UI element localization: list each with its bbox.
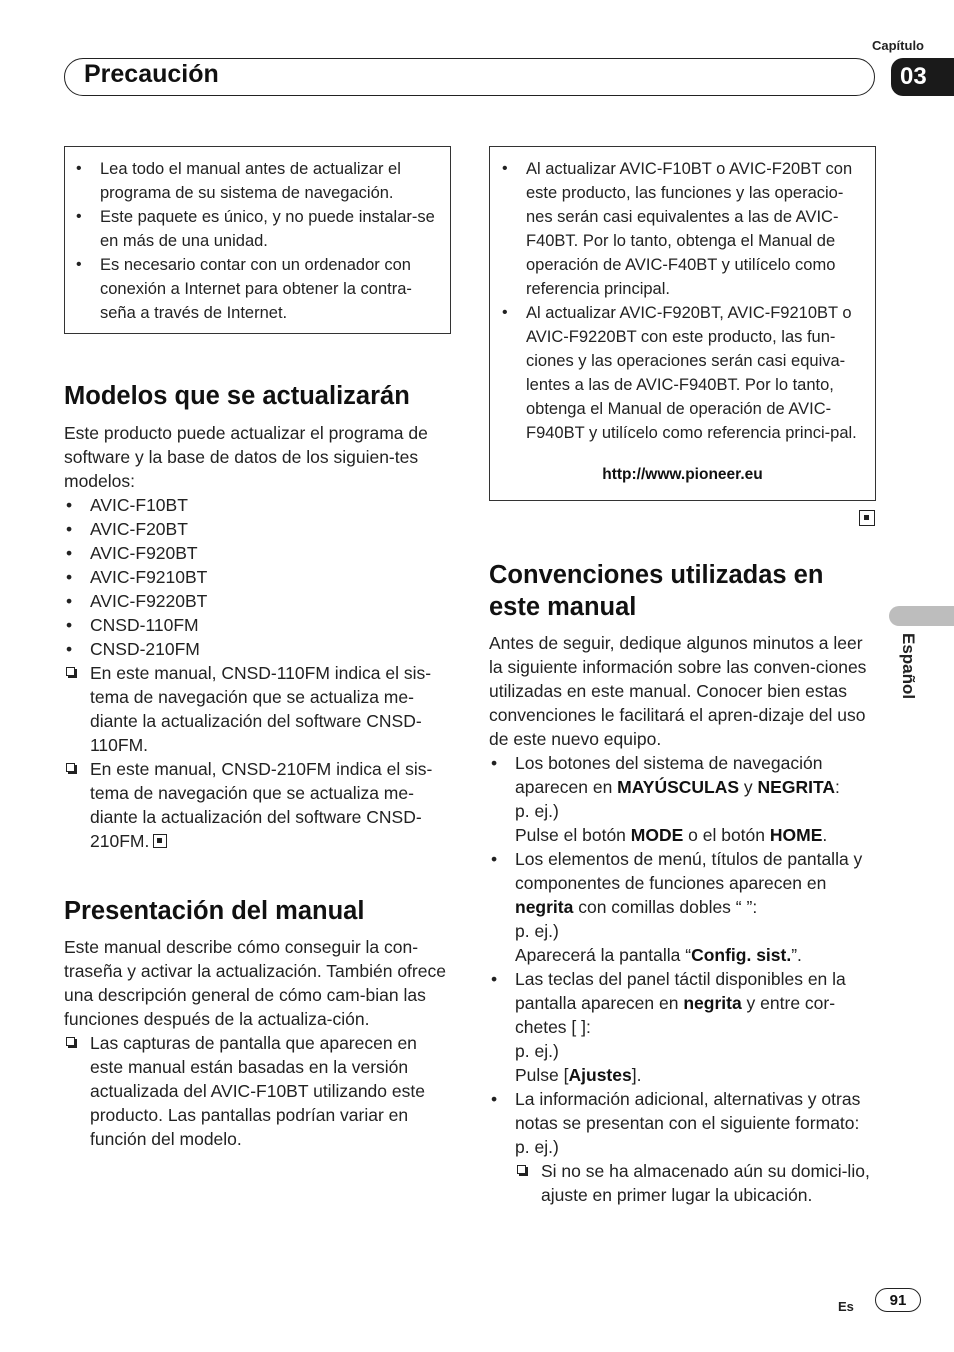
- convention-text: y: [739, 777, 758, 797]
- convention-text: con comillas dobles “ ”:: [573, 897, 758, 917]
- example-text: ].: [631, 1065, 642, 1085]
- convention-bold: negrita: [683, 993, 742, 1013]
- example-bold: Config. sist.: [691, 945, 792, 965]
- convention-text: Los botones del sistema de navegación aparecen en: [515, 753, 823, 797]
- model-item: • AVIC-F20BT: [64, 517, 454, 541]
- convention-text: Los elementos de menú, títulos de pantalla y componentes de funciones aparecen en: [515, 849, 863, 893]
- convention-bold: NEGRITA: [757, 777, 835, 797]
- convention-text: Las teclas del panel táctil disponibles en la pantalla aparecen en: [515, 969, 846, 1013]
- model-item: • AVIC-F9210BT: [64, 565, 454, 589]
- convention-bold: negrita: [515, 897, 574, 917]
- caution-item: • Al actualizar AVIC-F920BT, AVIC-F9210BT o AVIC-F9220BT con este producto, las fun-ciones y las operaciones serán casi equiva-lentes a las de AVIC-F940BT. Por lo tanto, obtenga el Manual de operación de AVIC-F940BT y utilícelo como referencia princi-pal.: [526, 301, 866, 445]
- language-tab-label: Español: [899, 633, 918, 700]
- model-item: • AVIC-F9220BT: [64, 589, 454, 613]
- convention-text: :: [834, 777, 840, 797]
- convention-item: [489, 751, 881, 847]
- convention-item: [489, 847, 881, 967]
- example-label: p. ej.): [515, 801, 559, 821]
- conventions-section: [489, 631, 881, 1207]
- example-bold: MODE: [630, 825, 684, 845]
- model-item: • CNSD-210FM: [64, 637, 454, 661]
- convention-item: [489, 1087, 881, 1207]
- page-number: 91: [875, 1288, 921, 1312]
- models-intro: Este producto puede actualizar el programa de software y la base de datos de los siguien-tes modelos:: [64, 423, 428, 491]
- presentation-section: [64, 935, 454, 1151]
- note-item: Las capturas de pantalla que aparecen en este manual están basadas en la versión actualizada del AVIC-F10BT utilizando este producto. Las pantallas podrían variar en función del modelo.: [64, 1031, 454, 1151]
- models-heading: Modelos que se actualizarán: [64, 382, 410, 410]
- model-item: • AVIC-F10BT: [64, 493, 454, 517]
- example-text: Aparecerá la pantalla “: [515, 945, 692, 965]
- conventions-intro: Antes de seguir, dedique algunos minutos a leer la siguiente información sobre las conven-ciones utilizadas en este manual. Conocer bien estas convenciones le facilitará el apren-dizaje del uso de este nuevo equipo.: [489, 633, 867, 749]
- example-bold: HOME: [769, 825, 823, 845]
- caution-box-right: [489, 146, 876, 501]
- example-text: Pulse [: [515, 1065, 569, 1085]
- example-text: .: [822, 825, 828, 845]
- example-label: p. ej.): [515, 1041, 559, 1061]
- end-of-section-icon: [859, 510, 875, 526]
- example-bold: Ajustes: [568, 1065, 632, 1085]
- models-section: [64, 421, 454, 853]
- pioneer-url-link[interactable]: http://www.pioneer.eu: [602, 466, 763, 483]
- example-text: ”.: [791, 945, 802, 965]
- end-of-section-icon: [153, 834, 167, 848]
- example-label: p. ej.): [515, 921, 559, 941]
- chapter-number-tab: 03: [891, 58, 954, 96]
- note-text: En este manual, CNSD-210FM indica el sis-tema de navegación que se actualiza me-diante la actualización del software CNSD-210FM.: [90, 759, 433, 851]
- note-item: Si no se ha almacenado aún su domici-lio, ajuste en primer lugar la ubicación.: [515, 1159, 881, 1207]
- convention-text: • La información adicional, alternativas y otras notas se presentan con el siguiente formato:: [515, 1089, 861, 1133]
- caution-box-left: [64, 146, 451, 334]
- example-text: Pulse el botón: [515, 825, 631, 845]
- caution-item: • Al actualizar AVIC-F10BT o AVIC-F20BT con este producto, las funciones y las operacio-nes serán casi equivalentes a las de AVIC-F40BT. Por lo tanto, obtenga el Manual de operación de AVIC-F40BT y utilícelo como referencia principal.: [526, 157, 866, 301]
- model-item: • AVIC-F920BT: [64, 541, 454, 565]
- model-item: • CNSD-110FM: [64, 613, 454, 637]
- convention-item: [489, 967, 881, 1087]
- footer-language: Es: [838, 1299, 854, 1314]
- conventions-heading: Convenciones utilizadas en este manual: [489, 561, 824, 621]
- language-tab-marker: [889, 606, 954, 626]
- caution-item: • Lea todo el manual antes de actualizar el programa de su sistema de navegación.: [100, 157, 440, 205]
- presentation-heading: Presentación del manual: [64, 897, 365, 925]
- example-label: p. ej.): [515, 1137, 559, 1157]
- example-text: o el botón: [683, 825, 770, 845]
- chapter-label: Capítulo: [872, 38, 924, 53]
- note-item: [64, 661, 454, 757]
- presentation-intro: Este manual describe cómo conseguir la con-traseña y activar la actualización. También ofrece una descripción general de cómo cam-bian las funciones después de la actualiza-ción.: [64, 937, 446, 1029]
- caution-item: • Es necesario contar con un ordenador con conexión a Internet para obtener la contra-seña a través de Internet.: [100, 253, 440, 325]
- note-text: En este manual, CNSD-110FM indica el sis-tema de navegación que se actualiza me-diante la actualización del software CNSD-110FM.: [90, 663, 432, 755]
- section-title: Precaución: [84, 60, 219, 88]
- convention-bold: MAYÚSCULAS: [617, 777, 740, 797]
- note-item: [64, 757, 454, 853]
- convention-text: y entre cor-chetes [ ]:: [515, 993, 836, 1037]
- caution-item: • Este paquete es único, y no puede instalar-se en más de una unidad.: [100, 205, 440, 253]
